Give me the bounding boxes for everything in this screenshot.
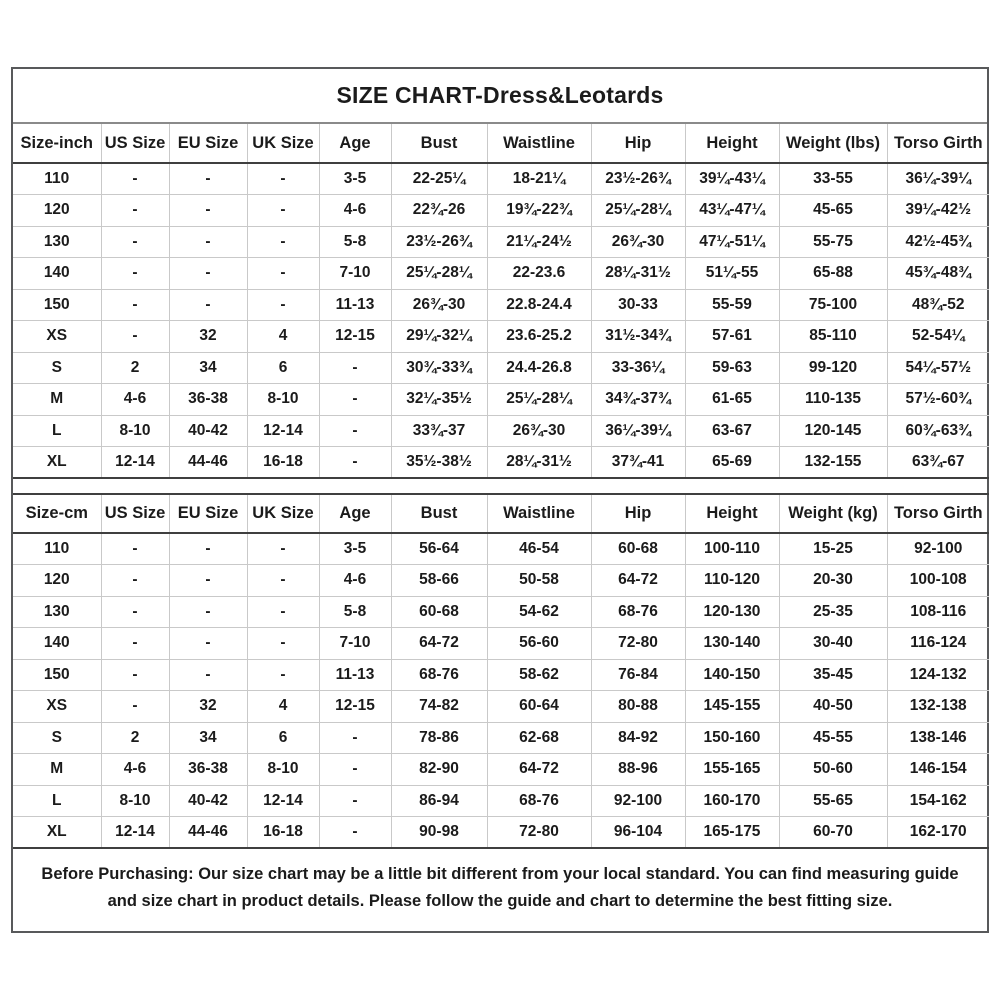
measurement-cell: 12-14 <box>247 415 319 447</box>
measurement-cell: - <box>169 289 247 321</box>
measurement-cell: 55-59 <box>685 289 779 321</box>
measurement-cell: 4-6 <box>101 384 169 416</box>
measurement-cell: 40-50 <box>779 691 887 723</box>
size-label-cell: L <box>13 785 101 817</box>
size-label-cell: S <box>13 722 101 754</box>
measurement-cell: 30-33 <box>591 289 685 321</box>
measurement-cell: 80-88 <box>591 691 685 723</box>
header-row-cm <box>13 494 989 533</box>
measurement-cell: 58-66 <box>391 565 487 597</box>
measurement-cell: 100-110 <box>685 533 779 565</box>
measurement-cell: 60-68 <box>391 596 487 628</box>
measurement-cell: 4-6 <box>319 195 391 227</box>
table-gap <box>13 479 987 493</box>
measurement-cell: 65-88 <box>779 258 887 290</box>
size-label-cell: 110 <box>13 163 101 195</box>
column-header: US Size <box>101 124 169 163</box>
measurement-cell: 4-6 <box>319 565 391 597</box>
measurement-cell: 68-76 <box>487 785 591 817</box>
measurement-cell: 64-72 <box>391 628 487 660</box>
measurement-cell: 37¾-41 <box>591 447 685 479</box>
measurement-cell: 165-175 <box>685 817 779 849</box>
measurement-cell: 99-120 <box>779 352 887 384</box>
column-header: Bust <box>391 124 487 163</box>
table-row <box>13 258 989 290</box>
measurement-cell: 28¼-31½ <box>591 258 685 290</box>
measurement-cell: 45-55 <box>779 722 887 754</box>
measurement-cell: - <box>169 163 247 195</box>
measurement-cell: - <box>101 321 169 353</box>
header-row-inch <box>13 124 989 163</box>
column-header: EU Size <box>169 124 247 163</box>
measurement-cell: - <box>319 754 391 786</box>
measurement-cell: 110-120 <box>685 565 779 597</box>
measurement-cell: 32¼-35½ <box>391 384 487 416</box>
table-row <box>13 659 989 691</box>
measurement-cell: 5-8 <box>319 596 391 628</box>
measurement-cell: 15-25 <box>779 533 887 565</box>
table-row <box>13 447 989 479</box>
measurement-cell: 68-76 <box>391 659 487 691</box>
measurement-cell: 44-46 <box>169 447 247 479</box>
size-label-cell: 150 <box>13 289 101 321</box>
measurement-cell: 132-155 <box>779 447 887 479</box>
measurement-cell: 8-10 <box>101 415 169 447</box>
size-label-cell: 150 <box>13 659 101 691</box>
table-row <box>13 195 989 227</box>
measurement-cell: 85-110 <box>779 321 887 353</box>
measurement-cell: 154-162 <box>887 785 989 817</box>
measurement-cell: - <box>101 163 169 195</box>
measurement-cell: 116-124 <box>887 628 989 660</box>
measurement-cell: - <box>247 533 319 565</box>
measurement-cell: 55-65 <box>779 785 887 817</box>
measurement-cell: 60-70 <box>779 817 887 849</box>
size-label-cell: XS <box>13 691 101 723</box>
measurement-cell: 62-68 <box>487 722 591 754</box>
measurement-cell: 7-10 <box>319 628 391 660</box>
measurement-cell: - <box>247 596 319 628</box>
column-header: Size-inch <box>13 124 101 163</box>
measurement-cell: 74-82 <box>391 691 487 723</box>
table-row <box>13 533 989 565</box>
measurement-cell: 12-14 <box>101 817 169 849</box>
size-label-cell: 140 <box>13 628 101 660</box>
measurement-cell: - <box>319 352 391 384</box>
size-label-cell: XL <box>13 817 101 849</box>
size-label-cell: XS <box>13 321 101 353</box>
measurement-cell: 6 <box>247 352 319 384</box>
measurement-cell: 23½-26¾ <box>591 163 685 195</box>
size-label-cell: M <box>13 754 101 786</box>
measurement-cell: - <box>247 628 319 660</box>
measurement-cell: 108-116 <box>887 596 989 628</box>
measurement-cell: 75-100 <box>779 289 887 321</box>
measurement-cell: - <box>101 659 169 691</box>
measurement-cell: 88-96 <box>591 754 685 786</box>
measurement-cell: - <box>101 628 169 660</box>
measurement-cell: 16-18 <box>247 817 319 849</box>
measurement-cell: 48¾-52 <box>887 289 989 321</box>
measurement-cell: 63-67 <box>685 415 779 447</box>
column-header: Torso Girth <box>887 494 989 533</box>
measurement-cell: 140-150 <box>685 659 779 691</box>
measurement-cell: 29¼-32¼ <box>391 321 487 353</box>
measurement-cell: 35-45 <box>779 659 887 691</box>
measurement-cell: 11-13 <box>319 289 391 321</box>
measurement-cell: 39¼-42½ <box>887 195 989 227</box>
table-row <box>13 163 989 195</box>
measurement-cell: 52-54¼ <box>887 321 989 353</box>
measurement-cell: 31½-34¾ <box>591 321 685 353</box>
measurement-cell: 20-30 <box>779 565 887 597</box>
measurement-cell: 22.8-24.4 <box>487 289 591 321</box>
measurement-cell: 18-21¼ <box>487 163 591 195</box>
table-row <box>13 226 989 258</box>
column-header: Bust <box>391 494 487 533</box>
measurement-cell: 39¼-43¼ <box>685 163 779 195</box>
measurement-cell: 12-14 <box>101 447 169 479</box>
measurement-cell: - <box>319 817 391 849</box>
measurement-cell: - <box>169 628 247 660</box>
measurement-cell: 92-100 <box>887 533 989 565</box>
measurement-cell: 36-38 <box>169 754 247 786</box>
table-row <box>13 565 989 597</box>
measurement-cell: 12-15 <box>319 321 391 353</box>
column-header: Age <box>319 124 391 163</box>
size-label-cell: XL <box>13 447 101 479</box>
measurement-cell: 21¼-24½ <box>487 226 591 258</box>
column-header: Weight (lbs) <box>779 124 887 163</box>
purchase-note: Before Purchasing: Our size chart may be a little bit different from your local standard. You can find measuring guide and size chart in product details. Please follow the guide and chart to determine the best fitting size. <box>41 865 959 911</box>
column-header: Hip <box>591 494 685 533</box>
measurement-cell: 42½-45¾ <box>887 226 989 258</box>
measurement-cell: 16-18 <box>247 447 319 479</box>
measurement-cell: 8-10 <box>247 754 319 786</box>
measurement-cell: 25¼-28¼ <box>591 195 685 227</box>
measurement-cell: 40-42 <box>169 415 247 447</box>
measurement-cell: - <box>247 289 319 321</box>
table-row <box>13 785 989 817</box>
measurement-cell: 160-170 <box>685 785 779 817</box>
measurement-cell: 84-92 <box>591 722 685 754</box>
measurement-cell: 22-23.6 <box>487 258 591 290</box>
measurement-cell: 138-146 <box>887 722 989 754</box>
measurement-cell: 30-40 <box>779 628 887 660</box>
measurement-cell: - <box>319 447 391 479</box>
column-header: UK Size <box>247 124 319 163</box>
measurement-cell: - <box>247 659 319 691</box>
measurement-cell: - <box>247 258 319 290</box>
measurement-cell: 60¾-63¾ <box>887 415 989 447</box>
measurement-cell: 45¾-48¾ <box>887 258 989 290</box>
measurement-cell: 64-72 <box>487 754 591 786</box>
measurement-cell: 60-64 <box>487 691 591 723</box>
measurement-cell: 50-58 <box>487 565 591 597</box>
measurement-cell: 34¾-37¾ <box>591 384 685 416</box>
measurement-cell: 11-13 <box>319 659 391 691</box>
measurement-cell: 60-68 <box>591 533 685 565</box>
measurement-cell: 2 <box>101 352 169 384</box>
measurement-cell: 65-69 <box>685 447 779 479</box>
size-label-cell: 120 <box>13 565 101 597</box>
column-header: UK Size <box>247 494 319 533</box>
table-row <box>13 722 989 754</box>
measurement-cell: 36-38 <box>169 384 247 416</box>
measurement-cell: 26¾-30 <box>391 289 487 321</box>
size-label-cell: 110 <box>13 533 101 565</box>
measurement-cell: - <box>101 258 169 290</box>
measurement-cell: 4-6 <box>101 754 169 786</box>
measurement-cell: 30¾-33¾ <box>391 352 487 384</box>
measurement-cell: 162-170 <box>887 817 989 849</box>
measurement-cell: 56-64 <box>391 533 487 565</box>
measurement-cell: 57½-60¾ <box>887 384 989 416</box>
measurement-cell: 50-60 <box>779 754 887 786</box>
size-chart-panel <box>11 67 989 933</box>
measurement-cell: 5-8 <box>319 226 391 258</box>
measurement-cell: 72-80 <box>591 628 685 660</box>
measurement-cell: - <box>247 195 319 227</box>
measurement-cell: - <box>101 226 169 258</box>
measurement-cell: - <box>169 195 247 227</box>
measurement-cell: 46-54 <box>487 533 591 565</box>
size-label-cell: S <box>13 352 101 384</box>
table-row <box>13 596 989 628</box>
measurement-cell: - <box>319 785 391 817</box>
size-label-cell: 140 <box>13 258 101 290</box>
measurement-cell: 78-86 <box>391 722 487 754</box>
column-header: Height <box>685 494 779 533</box>
measurement-cell: 32 <box>169 321 247 353</box>
measurement-cell: 4 <box>247 321 319 353</box>
measurement-cell: 155-165 <box>685 754 779 786</box>
measurement-cell: 54¼-57½ <box>887 352 989 384</box>
measurement-cell: 36¼-39¼ <box>591 415 685 447</box>
measurement-cell: 90-98 <box>391 817 487 849</box>
measurement-cell: - <box>101 533 169 565</box>
measurement-cell: 7-10 <box>319 258 391 290</box>
measurement-cell: 96-104 <box>591 817 685 849</box>
measurement-cell: 64-72 <box>591 565 685 597</box>
measurement-cell: 130-140 <box>685 628 779 660</box>
measurement-cell: 3-5 <box>319 163 391 195</box>
measurement-cell: 28¼-31½ <box>487 447 591 479</box>
measurement-cell: 55-75 <box>779 226 887 258</box>
measurement-cell: - <box>247 226 319 258</box>
table-row <box>13 415 989 447</box>
measurement-cell: 145-155 <box>685 691 779 723</box>
measurement-cell: - <box>169 596 247 628</box>
measurement-cell: 36¼-39¼ <box>887 163 989 195</box>
measurement-cell: 63¾-67 <box>887 447 989 479</box>
column-header: EU Size <box>169 494 247 533</box>
measurement-cell: 59-63 <box>685 352 779 384</box>
measurement-cell: 54-62 <box>487 596 591 628</box>
measurement-cell: 51¼-55 <box>685 258 779 290</box>
measurement-cell: 26¾-30 <box>487 415 591 447</box>
column-header: Hip <box>591 124 685 163</box>
measurement-cell: 43¼-47¼ <box>685 195 779 227</box>
table-row <box>13 384 989 416</box>
measurement-cell: 120-130 <box>685 596 779 628</box>
size-label-cell: 130 <box>13 596 101 628</box>
measurement-cell: - <box>319 722 391 754</box>
size-label-cell: 120 <box>13 195 101 227</box>
measurement-cell: 19¾-22¾ <box>487 195 591 227</box>
measurement-cell: 124-132 <box>887 659 989 691</box>
measurement-cell: - <box>169 565 247 597</box>
column-header: Torso Girth <box>887 124 989 163</box>
measurement-cell: 3-5 <box>319 533 391 565</box>
measurement-cell: - <box>247 163 319 195</box>
measurement-cell: 12-15 <box>319 691 391 723</box>
measurement-cell: - <box>101 565 169 597</box>
column-header: Waistline <box>487 494 591 533</box>
measurement-cell: 82-90 <box>391 754 487 786</box>
measurement-cell: 92-100 <box>591 785 685 817</box>
table-row <box>13 628 989 660</box>
measurement-cell: 8-10 <box>101 785 169 817</box>
measurement-cell: 23½-26¾ <box>391 226 487 258</box>
measurement-cell: - <box>319 384 391 416</box>
measurement-cell: 57-61 <box>685 321 779 353</box>
measurement-cell: 33-36¼ <box>591 352 685 384</box>
measurement-cell: - <box>101 691 169 723</box>
column-header: Size-cm <box>13 494 101 533</box>
measurement-cell: 146-154 <box>887 754 989 786</box>
measurement-cell: 110-135 <box>779 384 887 416</box>
measurement-cell: 23.6-25.2 <box>487 321 591 353</box>
measurement-cell: 2 <box>101 722 169 754</box>
column-header: Age <box>319 494 391 533</box>
column-header: Waistline <box>487 124 591 163</box>
measurement-cell: - <box>247 565 319 597</box>
measurement-cell: 150-160 <box>685 722 779 754</box>
measurement-cell: 25-35 <box>779 596 887 628</box>
column-header: US Size <box>101 494 169 533</box>
measurement-cell: 22-25¼ <box>391 163 487 195</box>
table-row <box>13 321 989 353</box>
measurement-cell: - <box>319 415 391 447</box>
measurement-cell: 6 <box>247 722 319 754</box>
measurement-cell: 32 <box>169 691 247 723</box>
measurement-cell: 22¾-26 <box>391 195 487 227</box>
column-header: Height <box>685 124 779 163</box>
size-label-cell: M <box>13 384 101 416</box>
table-row <box>13 817 989 849</box>
measurement-cell: 56-60 <box>487 628 591 660</box>
column-header: Weight (kg) <box>779 494 887 533</box>
measurement-cell: 120-145 <box>779 415 887 447</box>
measurement-cell: 86-94 <box>391 785 487 817</box>
measurement-cell: 40-42 <box>169 785 247 817</box>
measurement-cell: 33-55 <box>779 163 887 195</box>
measurement-cell: - <box>101 195 169 227</box>
measurement-cell: 61-65 <box>685 384 779 416</box>
measurement-cell: 44-46 <box>169 817 247 849</box>
size-table-cm <box>13 493 989 849</box>
table-row <box>13 754 989 786</box>
measurement-cell: 58-62 <box>487 659 591 691</box>
measurement-cell: 100-108 <box>887 565 989 597</box>
measurement-cell: 76-84 <box>591 659 685 691</box>
measurement-cell: 72-80 <box>487 817 591 849</box>
measurement-cell: 68-76 <box>591 596 685 628</box>
table-row <box>13 691 989 723</box>
measurement-cell: - <box>169 226 247 258</box>
page-title: SIZE CHART-Dress&Leotards <box>13 69 987 124</box>
table-row <box>13 352 989 384</box>
measurement-cell: 35½-38½ <box>391 447 487 479</box>
size-table-inch <box>13 124 989 479</box>
measurement-cell: 34 <box>169 352 247 384</box>
measurement-cell: - <box>169 258 247 290</box>
measurement-cell: 8-10 <box>247 384 319 416</box>
measurement-cell: 33¾-37 <box>391 415 487 447</box>
measurement-cell: 47¼-51¼ <box>685 226 779 258</box>
measurement-cell: 24.4-26.8 <box>487 352 591 384</box>
measurement-cell: 45-65 <box>779 195 887 227</box>
measurement-cell: - <box>101 596 169 628</box>
measurement-cell: 4 <box>247 691 319 723</box>
table-row <box>13 289 989 321</box>
measurement-cell: 25¼-28¼ <box>487 384 591 416</box>
measurement-cell: 132-138 <box>887 691 989 723</box>
measurement-cell: 12-14 <box>247 785 319 817</box>
measurement-cell: - <box>101 289 169 321</box>
measurement-cell: - <box>169 533 247 565</box>
measurement-cell: 25¼-28¼ <box>391 258 487 290</box>
measurement-cell: 34 <box>169 722 247 754</box>
measurement-cell: - <box>169 659 247 691</box>
size-label-cell: 130 <box>13 226 101 258</box>
measurement-cell: 26¾-30 <box>591 226 685 258</box>
size-label-cell: L <box>13 415 101 447</box>
